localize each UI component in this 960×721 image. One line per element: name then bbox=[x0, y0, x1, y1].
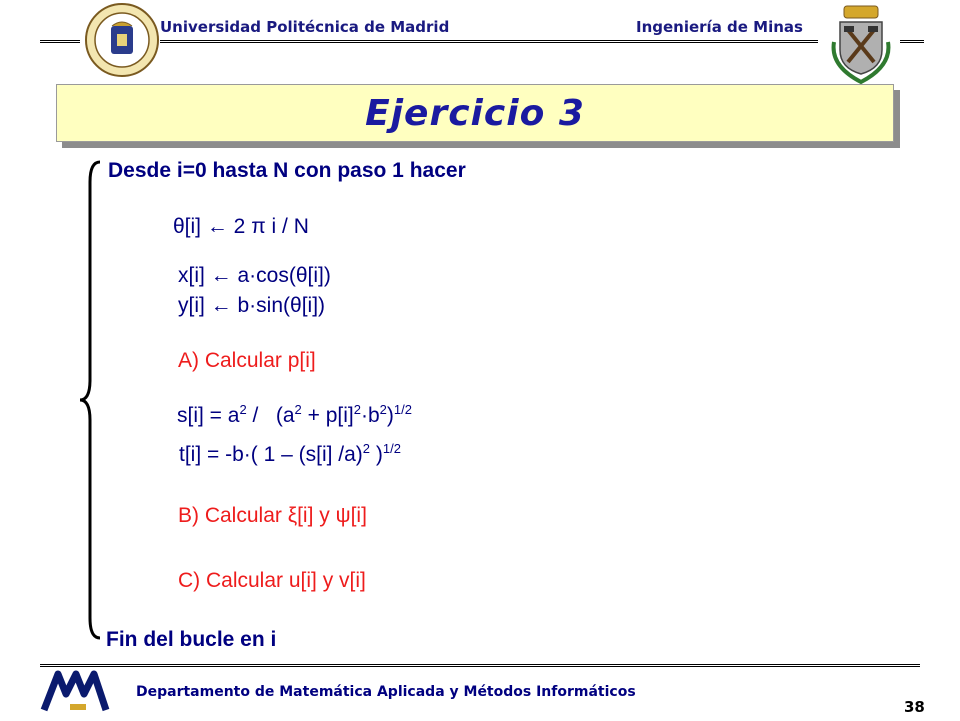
slide-title: Ejercicio 3 bbox=[365, 92, 585, 134]
step-b: B) Calcular ξ[i] y ψ[i] bbox=[178, 504, 367, 527]
t-exp-2: 1/2 bbox=[382, 441, 401, 456]
loop-end: Fin del bucle en i bbox=[106, 628, 277, 651]
header-rule-left bbox=[40, 40, 80, 43]
loop-start: Desde i=0 hasta N con paso 1 hacer bbox=[108, 159, 466, 182]
y-assignment: y[i] ← b·sin(θ[i]) bbox=[178, 294, 326, 317]
t-equation bbox=[179, 443, 401, 467]
page-number: 38 bbox=[904, 698, 925, 716]
s-part-1: s[i] = a bbox=[177, 404, 240, 427]
footer-rule bbox=[40, 664, 920, 667]
step-a: A) Calcular p[i] bbox=[178, 349, 316, 372]
step-c: C) Calcular u[i] y v[i] bbox=[178, 569, 366, 592]
x-assignment: x[i] ← a·cos(θ[i]) bbox=[178, 264, 331, 287]
s-equation bbox=[177, 404, 412, 428]
header-rule-right bbox=[900, 40, 924, 43]
department-logo-icon bbox=[40, 668, 116, 716]
theta-assignment: θ[i] ← 2 π i / N bbox=[173, 215, 309, 238]
title-box bbox=[56, 84, 894, 142]
s-exp-1: 2 bbox=[239, 402, 247, 417]
mining-crest-icon bbox=[822, 2, 900, 86]
s-exp-5: 1/2 bbox=[393, 402, 412, 417]
university-seal bbox=[84, 2, 160, 78]
s-exp-4: 2 bbox=[379, 402, 387, 417]
s-part-3: + p[i] bbox=[301, 404, 354, 427]
t-part-2: ) bbox=[370, 443, 383, 466]
s-exp-3: 2 bbox=[353, 402, 361, 417]
department-name: Departamento de Matemática Aplicada y Métodos Informáticos bbox=[136, 684, 636, 700]
university-name: Universidad Politécnica de Madrid bbox=[160, 18, 450, 36]
s-part-4: ·b bbox=[360, 404, 380, 427]
header-rule-middle bbox=[160, 40, 818, 43]
t-part-1: t[i] = -b·( 1 – (s[i] /a) bbox=[179, 443, 363, 466]
s-part-5: ) bbox=[386, 404, 394, 427]
school-name: Ingeniería de Minas bbox=[636, 18, 803, 36]
s-part-2: / (a bbox=[246, 404, 295, 427]
loop-brace bbox=[74, 158, 104, 642]
s-exp-2: 2 bbox=[294, 402, 302, 417]
t-exp-1: 2 bbox=[362, 441, 371, 456]
